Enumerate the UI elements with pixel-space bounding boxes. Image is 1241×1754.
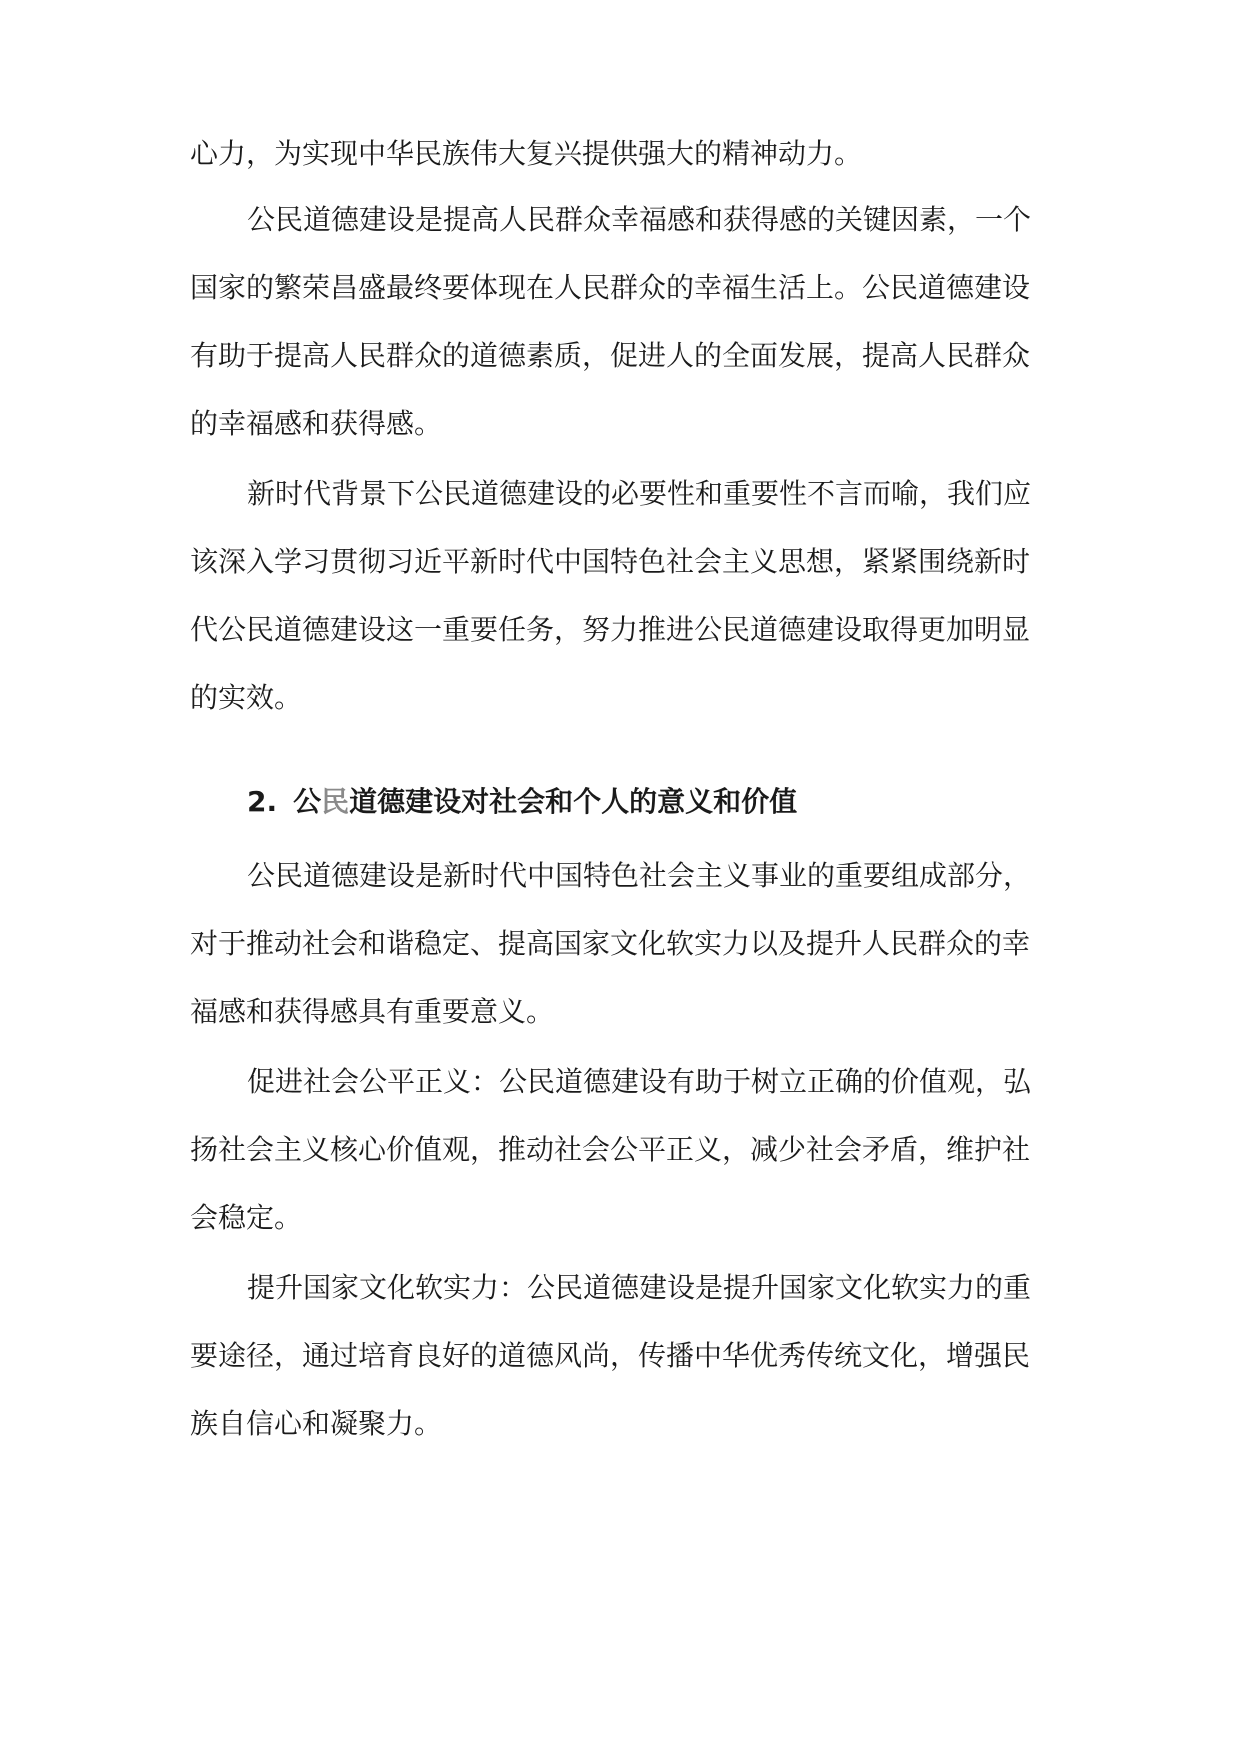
section-title-part: 公: [293, 785, 322, 818]
paragraph-line: 公民道德建设是提高人民群众幸福感和获得感的关键因素，一个: [247, 203, 1032, 236]
paragraph-line: 的实效。: [190, 681, 303, 714]
paragraph-line: 有助于提高人民群众的道德素质，促进人的全面发展，提高人民群众: [190, 339, 1031, 372]
section-title-part: 民: [321, 785, 350, 818]
section-heading: [247, 785, 1067, 818]
section-number: 2.: [247, 785, 278, 818]
paragraph-line: 新时代背景下公民道德建设的必要性和重要性不言而喻，我们应: [247, 477, 1032, 510]
paragraph-line: 促进社会公平正义：公民道德建设有助于树立正确的价值观，弘: [247, 1065, 1032, 1098]
paragraph-line: 提升国家文化软实力：公民道德建设是提升国家文化软实力的重: [247, 1271, 1032, 1304]
paragraph-line: 代公民道德建设这一重要任务，努力推进公民道德建设取得更加明显: [190, 613, 1031, 646]
paragraph-line: 心力，为实现中华民族伟大复兴提供强大的精神动力。: [190, 137, 863, 170]
paragraph-line: 公民道德建设是新时代中国特色社会主义事业的重要组成部分，: [247, 859, 1032, 892]
paragraph-line: 要途径，通过培育良好的道德风尚，传播中华优秀传统文化，增强民: [190, 1339, 1031, 1372]
paragraph-line: 福感和获得感具有重要意义。: [190, 995, 555, 1028]
paragraph-line: 该深入学习贯彻习近平新时代中国特色社会主义思想，紧紧围绕新时: [190, 545, 1031, 578]
paragraph-line: 对于推动社会和谐稳定、提高国家文化软实力以及提升人民群众的幸: [190, 927, 1031, 960]
section-title-part: 道德建设对社会和个人的意义和价值: [349, 785, 798, 818]
paragraph-line: 国家的繁荣昌盛最终要体现在人民群众的幸福生活上。公民道德建设: [190, 271, 1031, 304]
paragraph-line: 族自信心和凝聚力。: [190, 1407, 443, 1440]
paragraph-line: 扬社会主义核心价值观，推动社会公平正义，减少社会矛盾，维护社: [190, 1133, 1031, 1166]
paragraph-line: 会稳定。: [190, 1201, 303, 1234]
paragraph-line: 的幸福感和获得感。: [190, 407, 443, 440]
